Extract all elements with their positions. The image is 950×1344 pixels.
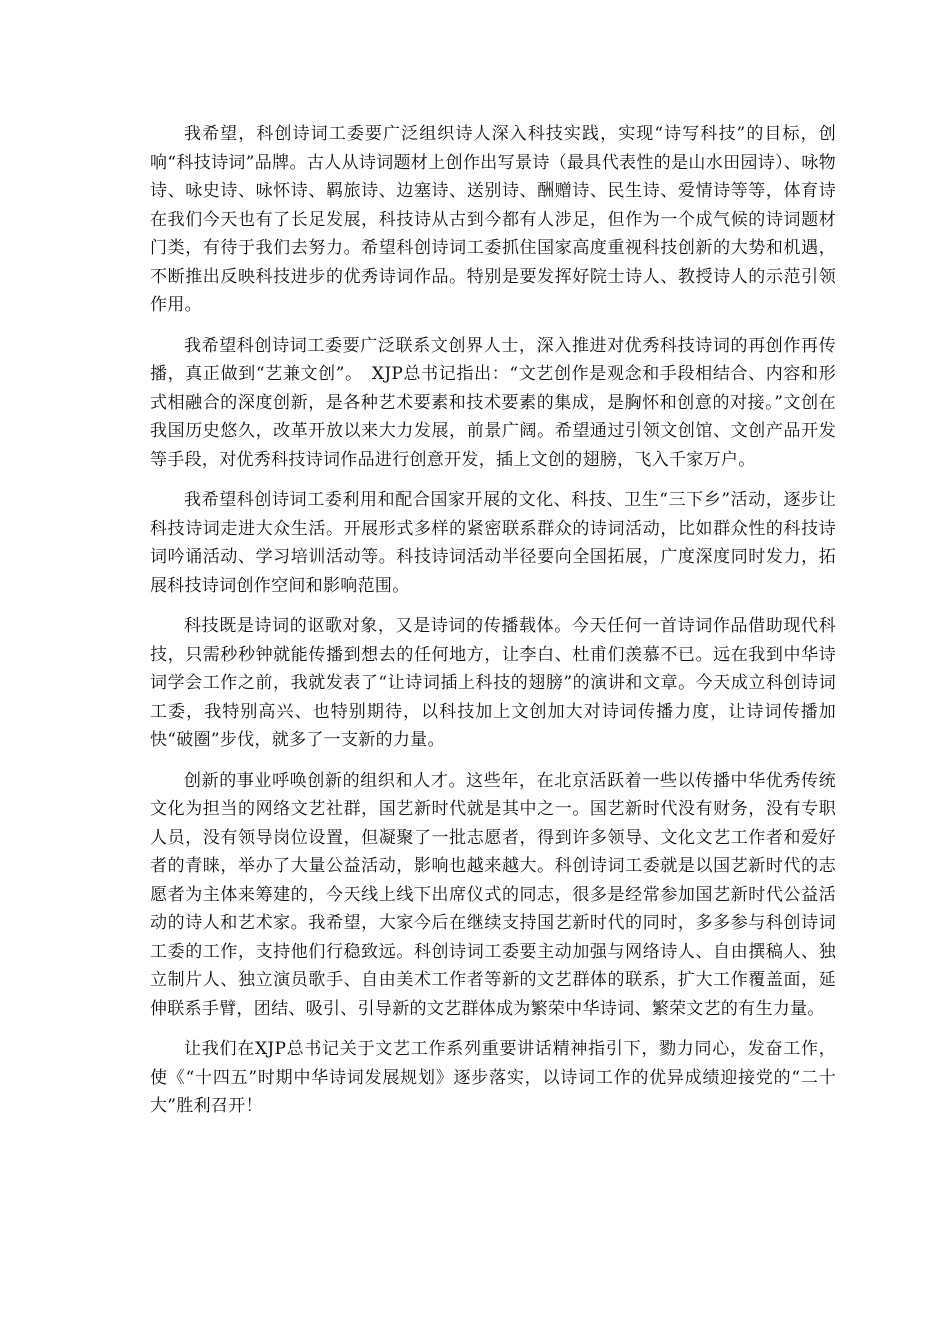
document-body bbox=[150, 120, 836, 1133]
paragraph-2: 我希望科创诗词工委要广泛联系文创界人士，深入推进对优秀科技诗词的再创作再传播，真正做到“艺兼文创”。 XJP总书记指出：“文艺创作是观念和手段相结合、内容和形式相融合的深度创新，是各种艺术要素和技术要素的集成，是胸怀和创意的对接。”文创在我国历史悠久，改革开放以来大力发展，前景广阔。希望通过引领文创馆、文创产品开发等手段，对优秀科技诗词作品进行创意开发，插上文创的翅膀，飞入千家万户。 bbox=[150, 335, 836, 470]
paragraph-6: 让我们在XJP总书记关于文艺工作系列重要讲话精神指引下，勠力同心，发奋工作，使《“十四五”时期中华诗词发展规划》逐步落实，以诗词工作的优异成绩迎接党的“二十大”胜利召开！ bbox=[150, 1039, 836, 1116]
paragraph-5: 创新的事业呼唤创新的组织和人才。这些年，在北京活跃着一些以传播中华优秀传统文化为担当的网络文艺社群，国艺新时代就是其中之一。国艺新时代没有财务，没有专职人员，没有领导岗位设置，但凝聚了一批志愿者，得到许多领导、文化文艺工作者和爱好者的青睐，举办了大量公益活动，影响也越来越大。科创诗词工委就是以国艺新时代的志愿者为主体来筹建的，今天线上线下出席仪式的同志，很多是经常参加国艺新时代公益活动的诗人和艺术家。我希望，大家今后在继续支持国艺新时代的同时，多多参与科创诗词工委的工作，支持他们行稳致远。科创诗词工委要主动加强与网络诗人、自由撰稿人、独立制片人、独立演员歌手、自由美术工作者等新的文艺群体的联系，扩大工作覆盖面，延伸联系手臂，团结、吸引、引导新的文艺群体成为繁荣中华诗词、繁荣文艺的有生力量。 bbox=[150, 770, 836, 1019]
paragraph-4: 科技既是诗词的讴歌对象，又是诗词的传播载体。今天任何一首诗词作品借助现代科技，只需秒秒钟就能传播到想去的任何地方，让李白、杜甫们羡慕不已。远在我到中华诗词学会工作之前，我就发表了“让诗词插上科技的翅膀”的演讲和文章。今天成立科创诗词工委，我特别高兴、也特别期待，以科技加上文创加大对诗词传播力度，让诗词传播加快“破圈”步伐，就多了一支新的力量。 bbox=[150, 616, 836, 750]
paragraph-1: 我希望，科创诗词工委要广泛组织诗人深入科技实践，实现“诗写科技”的目标，创响“科技诗词”品牌。古人从诗词题材上创作出写景诗（最具代表性的是山水田园诗）、咏物诗、咏史诗、咏怀诗、羁旅诗、边塞诗、送别诗、酬赠诗、民生诗、爱情诗等等，体育诗在我们今天也有了长足发展，科技诗从古到今都有人涉足，但作为一个成气候的诗词题材门类，有待于我们去努力。希望科创诗词工委抓住国家高度重视科技创新的大势和机遇，不断推出反映科技进步的优秀诗词作品。特别是要发挥好院士诗人、教授诗人的示范引领作用。 bbox=[150, 124, 836, 315]
paragraph-3: 我希望科创诗词工委利用和配合国家开展的文化、科技、卫生“三下乡”活动，逐步让科技诗词走进大众生活。开展形式多样的紧密联系群众的诗词活动，比如群众性的科技诗词吟诵活动、学习培训活动等。科技诗词活动半径要向全国拓展，广度深度同时发力，拓展科技诗词创作空间和影响范围。 bbox=[150, 490, 836, 596]
